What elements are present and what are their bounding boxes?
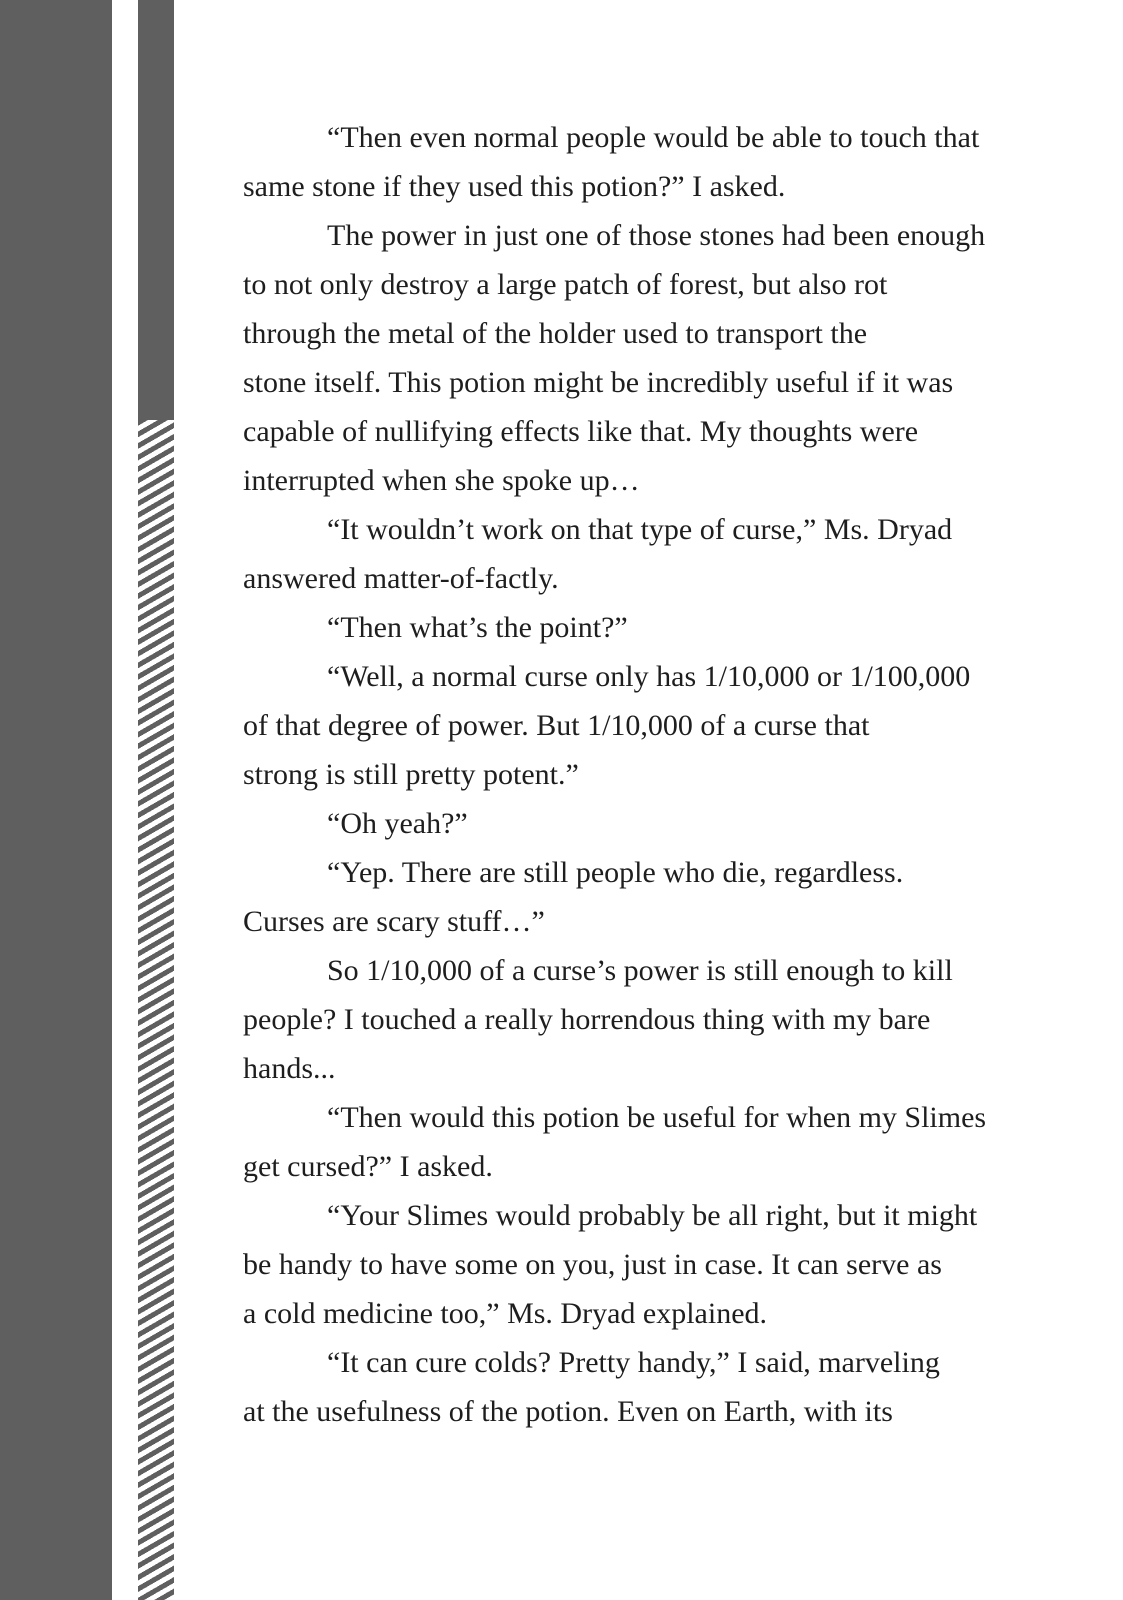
text-line: So 1/10,000 of a curse’s power is still enough to kill <box>327 954 953 987</box>
paragraph <box>243 505 1033 603</box>
text-line: same stone if they used this potion?” I asked. <box>243 170 786 203</box>
page-spine-gap <box>112 0 138 1600</box>
text-line: “It can cure colds? Pretty handy,” I said, marveling <box>327 1346 940 1379</box>
page-spine-bar <box>138 0 174 1600</box>
text-line: people? I touched a really horrendous thing with my bare <box>243 1003 931 1036</box>
text-line: “Then what’s the point?” <box>327 611 628 644</box>
text-line: “Yep. There are still people who die, regardless. <box>327 856 904 889</box>
paragraph <box>243 1093 1033 1191</box>
text-line: be handy to have some on you, just in case. It can serve as <box>243 1248 942 1281</box>
paragraph <box>243 946 1033 1093</box>
paragraph <box>243 848 1033 946</box>
text-line: stone itself. This potion might be incredibly useful if it was <box>243 366 954 399</box>
text-line: get cursed?” I asked. <box>243 1150 493 1183</box>
text-line: a cold medicine too,” Ms. Dryad explained. <box>243 1297 768 1330</box>
paragraph <box>243 1191 1033 1338</box>
text-line: strong is still pretty potent.” <box>243 758 579 791</box>
text-line: “Well, a normal curse only has 1/10,000 or 1/100,000 <box>327 660 971 693</box>
text-line: “Oh yeah?” <box>327 807 468 840</box>
text-line: “Then would this potion be useful for when my Slimes <box>327 1101 987 1134</box>
page-spine-band <box>0 0 112 1600</box>
text-line: interrupted when she spoke up… <box>243 464 640 497</box>
text-line: The power in just one of those stones had been enough <box>327 219 986 252</box>
text-line: of that degree of power. But 1/10,000 of a curse that <box>243 709 870 742</box>
text-line: through the metal of the holder used to transport the <box>243 317 868 350</box>
spine-bar-hatch <box>138 420 174 1600</box>
text-line: “Your Slimes would probably be all right, but it might <box>327 1199 978 1232</box>
text-line: “It wouldn’t work on that type of curse,” Ms. Dryad <box>327 513 953 546</box>
text-line: hands... <box>243 1052 336 1085</box>
paragraph <box>243 652 1033 799</box>
paragraph <box>243 211 1033 505</box>
text-line: to not only destroy a large patch of forest, but also rot <box>243 268 888 301</box>
spine-bar-solid <box>138 0 174 420</box>
text-line: capable of nullifying effects like that. My thoughts were <box>243 415 919 448</box>
paragraph <box>243 113 1033 211</box>
text-line: “Then even normal people would be able to touch that <box>327 121 980 154</box>
page-body-text <box>243 113 1033 1436</box>
text-line: answered matter-of-factly. <box>243 562 559 595</box>
paragraph <box>243 603 1033 652</box>
text-line: Curses are scary stuff…” <box>243 905 545 938</box>
paragraph <box>243 799 1033 848</box>
paragraph <box>243 1338 1033 1436</box>
text-line: at the usefulness of the potion. Even on Earth, with its <box>243 1395 893 1428</box>
